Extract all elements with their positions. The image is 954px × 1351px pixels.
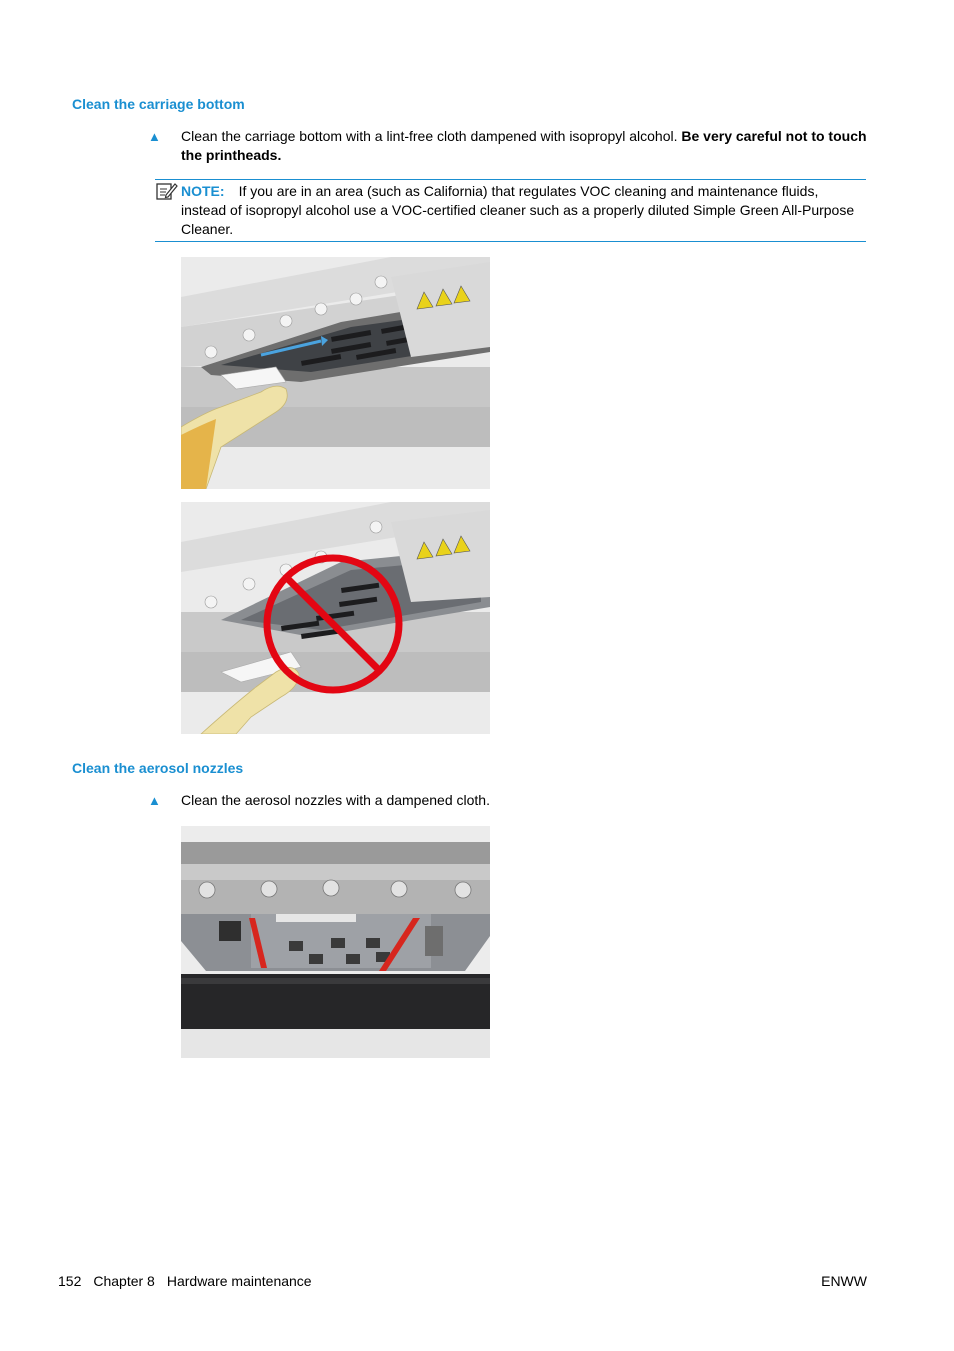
triangle-up-icon: ▲ <box>148 129 161 144</box>
chapter-number: Chapter 8 <box>93 1273 155 1289</box>
chapter-title: Hardware maintenance <box>166 1273 312 1289</box>
figure-aerosol-nozzles <box>181 826 490 1058</box>
page-number: 152 <box>58 1273 82 1289</box>
section-heading-aerosol-nozzles: Clean the aerosol nozzles <box>72 760 244 776</box>
step-text: Clean the carriage bottom with a lint-free cloth dampened with isopropyl alcohol. Be very careful not to touch the printheads. <box>181 128 867 163</box>
step-warning: Be very careful not to touch the printheads. <box>181 128 867 163</box>
section-heading-carriage-bottom: Clean the carriage bottom <box>72 96 245 112</box>
step-text: Clean the aerosol nozzles with a dampened cloth. <box>181 792 490 808</box>
note-pencil-icon <box>156 181 178 201</box>
triangle-up-icon: ▲ <box>148 793 161 808</box>
footer-left <box>58 1273 312 1289</box>
note-box <box>155 179 866 242</box>
figure-wipe-carriage <box>181 257 490 489</box>
note-label: NOTE: <box>181 183 225 199</box>
note-text: NOTE: If you are in an area (such as California) that regulates VOC cleaning and maintenance fluids, instead of isopropyl alcohol use a VOC-certified cleaner such as a properly diluted Simple Green All-Purpose Cleaner. <box>181 183 855 237</box>
footer-locale: ENWW <box>821 1273 867 1289</box>
figure-do-not-touch-printheads <box>181 502 490 734</box>
